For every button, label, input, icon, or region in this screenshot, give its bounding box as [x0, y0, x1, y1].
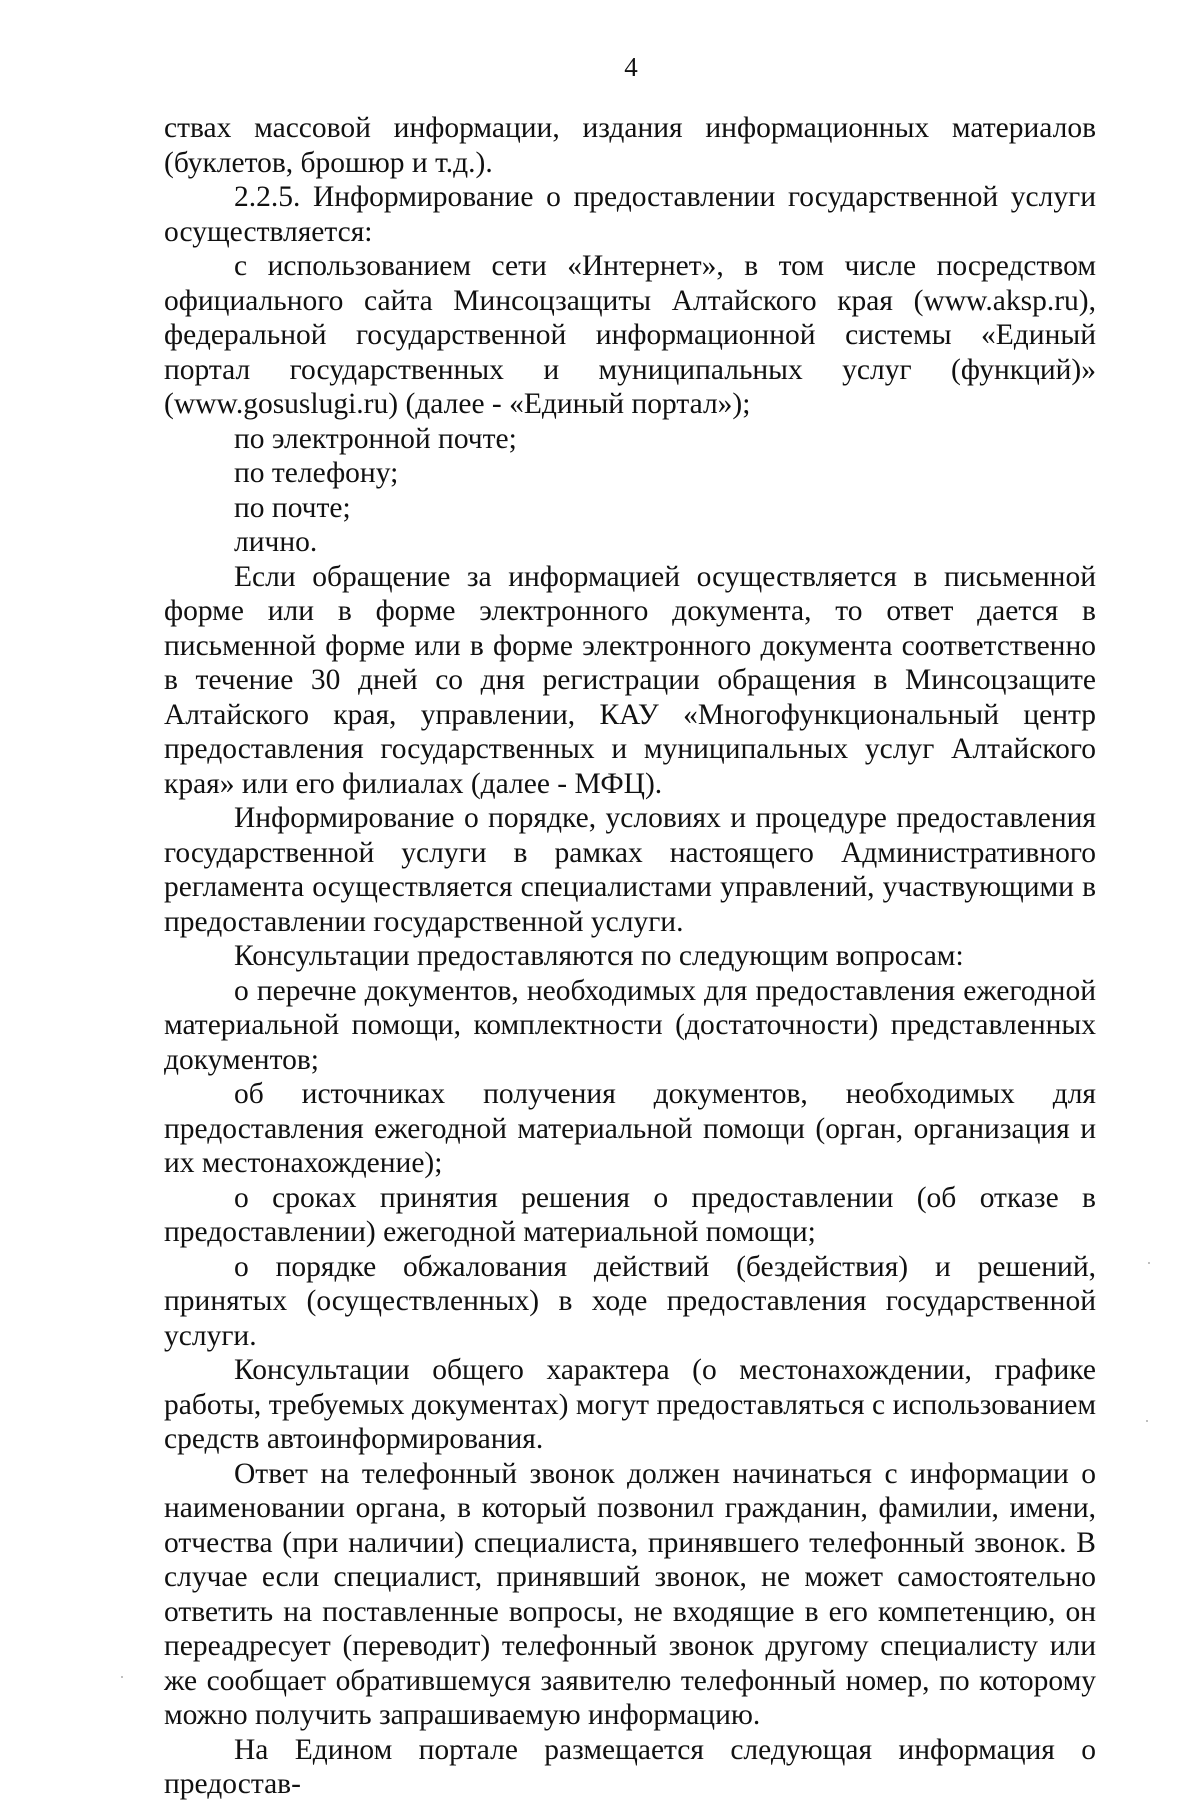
list-item-phone: по телефону; [234, 457, 399, 489]
paragraph-phone-answer: Ответ на телефонный звонок должен начинаться с информации о наименовании органа, в который позвонил гражданин, фамилии, имени, отчества (при наличии) специалиста, принявшего телефонный звонок. В случае если специалист, принявший звонок, не может самостоятельно ответить на поставленные вопросы, не входящие в его компетенцию, он переадресует (переводит) телефонный звонок другому специалисту или же сообщает обратившемуся заявителю телефонный номер, по которому можно получить запрашиваемую информацию. [164, 1457, 1096, 1731]
paragraph-decision-terms: о сроках принятия решения о предоставлении (об отказе в предоставлении) ежегодной материальной помощи; [164, 1181, 1096, 1248]
paragraph-written-request: Если обращение за информацией осуществляется в письменной форме или в форме электронного документа, то ответ дается в письменной форме или в форме электронного документа соответственно в течение 30 дней со дня регистрации обращения в Минсоцзащите Алтайского края, управлении, КАУ «Многофункциональный центр предоставления государственных и муниципальных услуг Алтайского края» или его филиалах (далее - МФЦ). [164, 560, 1096, 800]
paragraph-general-consultations: Консультации общего характера (о местонахождении, графике работы, требуемых документах) могут предоставляться с использованием средств автоинформирования. [164, 1354, 1096, 1455]
paragraph-internet: с использованием сети «Интернет», в том числе посредством официального сайта Минсоцзащиты Алтайского края (www.aksp.ru), федеральной государственной информационной системы «Единый портал государственных и муниципальных услуг (функций)» (www.gosuslugi.ru) (далее - «Единый портал»); [164, 250, 1096, 420]
list-item-email: по электронной почте; [234, 422, 517, 455]
list-item-in-person: лично. [234, 526, 318, 558]
scan-speck [1146, 1420, 1148, 1422]
scan-speck [1148, 1262, 1150, 1264]
paragraph-mass-media: ствах массовой информации, издания информационных материалов (буклетов, брошюр и т.д.). [164, 112, 1096, 179]
paragraph-portal-info: На Едином портале размещается следующая информация о предостав- [164, 1733, 1096, 1800]
paragraph-informing-procedure: Информирование о порядке, условиях и процедуре предоставления государственной услуги в рамках настоящего Административного регламента осуществляется специалистами управлений, участвующими в предоставлении государственной услуги. [164, 802, 1096, 938]
document-body [164, 111, 1096, 1802]
page-number: 4 [624, 52, 638, 82]
paragraph-document-sources: об источниках получения документов, необходимых для предоставления ежегодной материальной помощи (орган, организация и их местонахождение); [164, 1078, 1096, 1179]
scan-speck [121, 1676, 123, 1678]
paragraph-appeal-procedure: о порядке обжалования действий (бездействия) и решений, принятых (осуществленных) в ходе предоставления государственной услуги. [164, 1250, 1096, 1352]
paragraph-documents-list: о перечне документов, необходимых для предоставления ежегодной материальной помощи, комплектности (достаточности) представленных документов; [164, 974, 1096, 1076]
paragraph-section-2-2-5: 2.2.5. Информирование о предоставлении государственной услуги осуществляется: [164, 181, 1096, 248]
paragraph-consultation-topics: Консультации предоставляются по следующим вопросам: [234, 940, 964, 972]
list-item-mail: по почте; [234, 491, 351, 524]
